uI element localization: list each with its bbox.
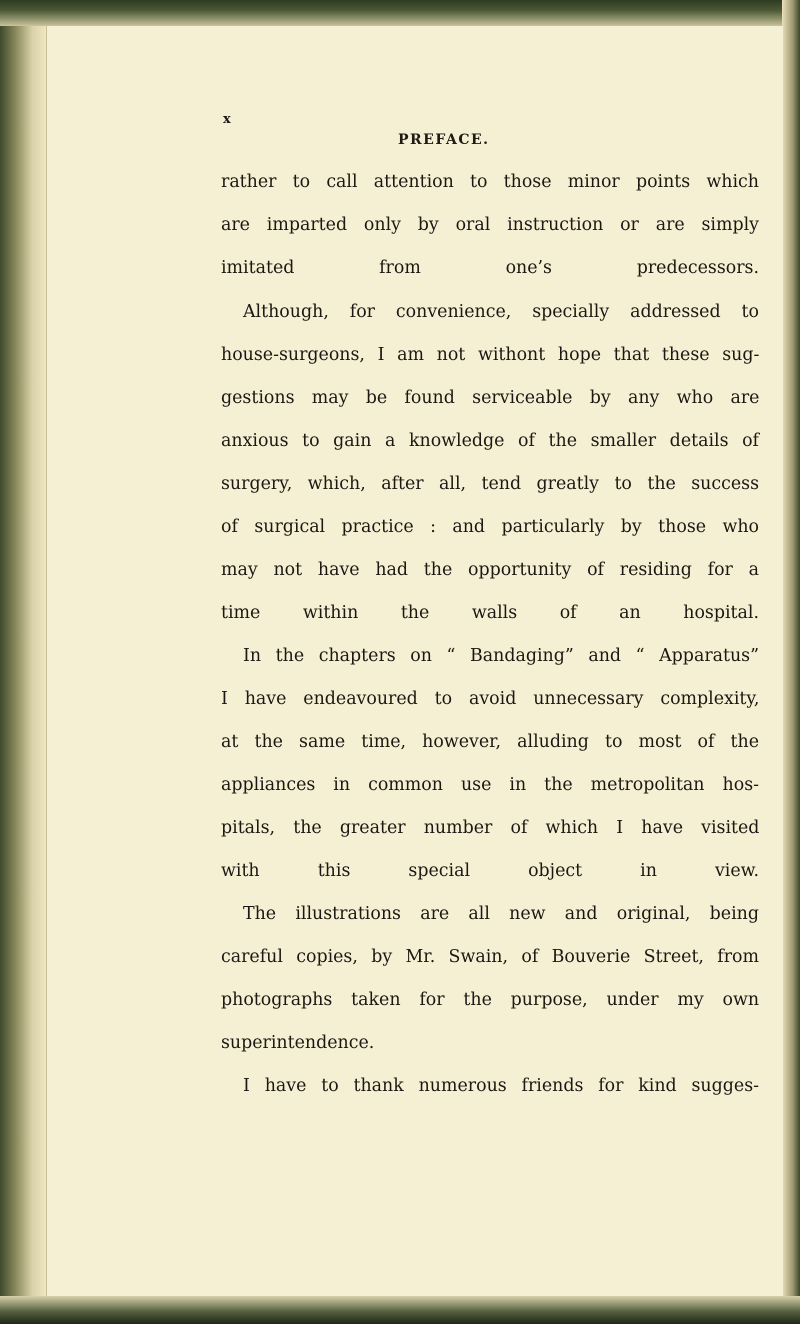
book-gutter (0, 0, 46, 1324)
text-line: appliances in common use in the metropolitan hos- (221, 775, 759, 795)
paragraph-1 (221, 161, 759, 290)
text-line: photographs taken for the purpose, under my own (221, 990, 760, 1010)
text-line: anxious to gain a knowledge of the smaller details of (221, 431, 759, 451)
paragraph-5 (221, 1065, 759, 1108)
text-line: house-surgeons, I am not withont hope that these sug- (221, 345, 760, 365)
running-head: PREFACE. (398, 132, 490, 148)
text-line: at the same time, however, alluding to most of the (221, 732, 759, 752)
text-line: of surgical practice : and particularly by those who (221, 517, 759, 537)
paragraph-4 (221, 893, 759, 1065)
text-line: rather to call attention to those minor points which (221, 172, 759, 192)
text-line: The illustrations are all new and original, being (243, 904, 759, 924)
text-line: may not have had the opportunity of residing for a (221, 560, 759, 580)
text-line: In the chapters on “ Bandaging” and “ Apparatus” (243, 646, 759, 666)
body-text (221, 161, 759, 1108)
text-line: gestions may be found serviceable by any who are (221, 388, 760, 408)
paragraph-3 (221, 635, 759, 893)
paragraph-2 (221, 291, 759, 635)
text-line: imitated from one’s predecessors. (221, 258, 759, 278)
text-line: Although, for convenience, specially addressed to (243, 302, 759, 322)
text-line: with this special object in view. (221, 861, 759, 881)
text-line: are imparted only by oral instruction or are simply (221, 215, 759, 235)
text-line: surgery, which, after all, tend greatly to the success (221, 474, 759, 494)
text-line: careful copies, by Mr. Swain, of Bouverie Street, from (221, 947, 759, 967)
scan-bottom-edge (0, 1296, 800, 1324)
text-line: pitals, the greater number of which I have visited (221, 818, 760, 838)
scan-top-edge (0, 0, 800, 26)
text-line: I have to thank numerous friends for kind sugges- (243, 1076, 759, 1096)
text-line: time within the walls of an hospital. (221, 603, 759, 623)
scan-right-edge (782, 0, 800, 1324)
page-number: x (223, 112, 231, 127)
text-line: I have endeavoured to avoid unnecessary complexity, (221, 689, 760, 709)
text-line: superintendence. (221, 1033, 375, 1053)
